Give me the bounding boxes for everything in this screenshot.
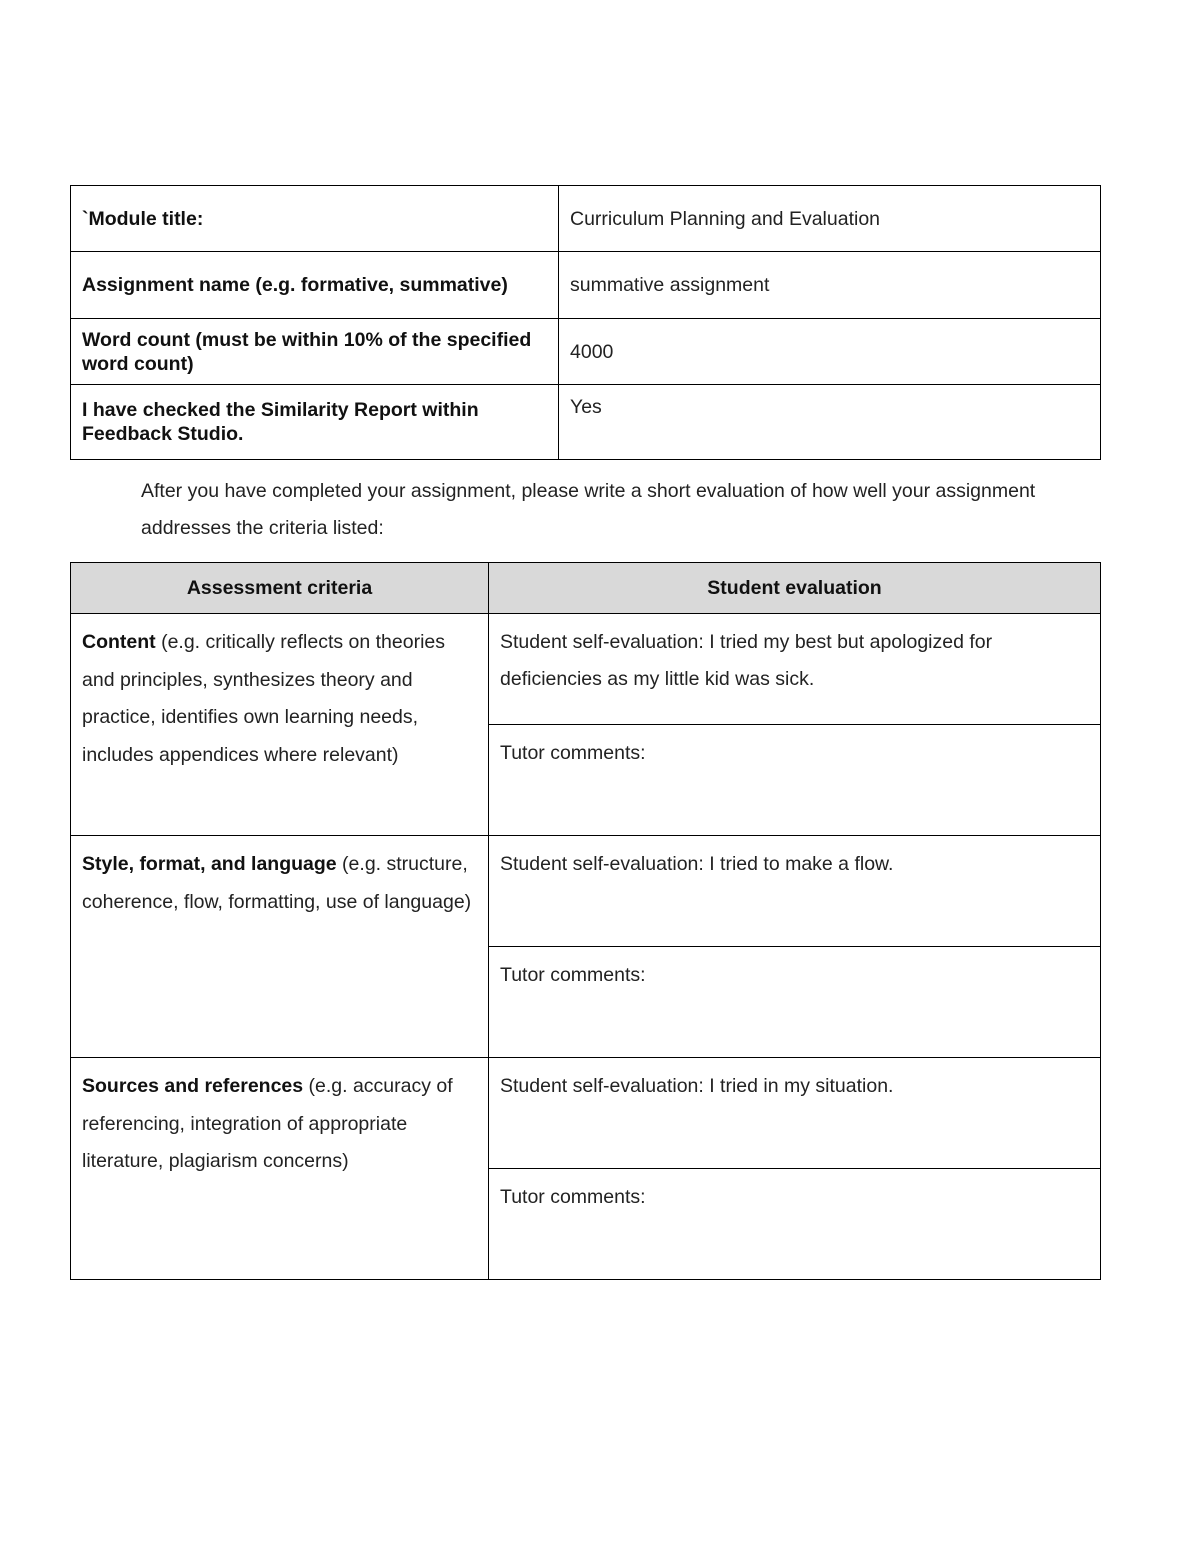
word-count-row: [71, 319, 1101, 385]
similarity-report-label: I have checked the Similarity Report within Feedback Studio.: [71, 385, 559, 460]
criteria-name: Content: [82, 631, 156, 653]
similarity-report-value: Yes: [559, 385, 1101, 460]
criteria-description: (e.g. critically reflects on theories and principles, synthesizes theory and practice, identifies own learning needs, includes appendices where relevant): [82, 631, 446, 766]
assignment-name-value: summative assignment: [559, 252, 1101, 319]
tutor-comments-cell: Tutor comments:: [489, 947, 1101, 1058]
criteria-cell-sources: [71, 1058, 489, 1280]
criteria-row-sources: [71, 1058, 1101, 1169]
student-evaluation-header: Student evaluation: [489, 563, 1101, 614]
assessment-criteria-header: Assessment criteria: [71, 563, 489, 614]
criteria-row-style: [71, 836, 1101, 947]
evaluation-instruction: After you have completed your assignment, please write a short evaluation of how well your assignment addresses the criteria listed:: [141, 480, 1036, 539]
word-count-label: Word count (must be within 10% of the specified word count): [71, 319, 559, 385]
criteria-row-content: [71, 614, 1101, 725]
self-evaluation-cell: Student self-evaluation: I tried in my situation.: [489, 1058, 1101, 1169]
criteria-description: (e.g. accuracy of referencing, integration of appropriate literature, plagiarism concerns): [82, 1075, 453, 1172]
criteria-cell-content: [71, 614, 489, 836]
tutor-comments-cell: Tutor comments:: [489, 725, 1101, 836]
self-evaluation-cell: Student self-evaluation: I tried my best but apologized for deficiencies as my little kid was sick.: [489, 614, 1101, 725]
word-count-value: 4000: [559, 319, 1101, 385]
criteria-description: (e.g. structure, coherence, flow, formatting, use of language): [82, 853, 472, 913]
module-title-label: `Module title:: [71, 186, 559, 252]
assessment-criteria-table: [70, 562, 1101, 1280]
criteria-name: Style, format, and language: [82, 853, 337, 875]
similarity-report-row: [71, 385, 1101, 460]
assignment-info-table: [70, 185, 1101, 460]
self-evaluation-cell: Student self-evaluation: I tried to make a flow.: [489, 836, 1101, 947]
criteria-header-row: [71, 563, 1101, 614]
criteria-cell-style: [71, 836, 489, 1058]
assignment-name-label: Assignment name (e.g. formative, summative): [71, 252, 559, 319]
module-title-value: Curriculum Planning and Evaluation: [559, 186, 1101, 252]
tutor-comments-cell: Tutor comments:: [489, 1169, 1101, 1280]
criteria-name: Sources and references: [82, 1075, 304, 1097]
module-title-row: [71, 186, 1101, 252]
assignment-name-row: [71, 252, 1101, 319]
